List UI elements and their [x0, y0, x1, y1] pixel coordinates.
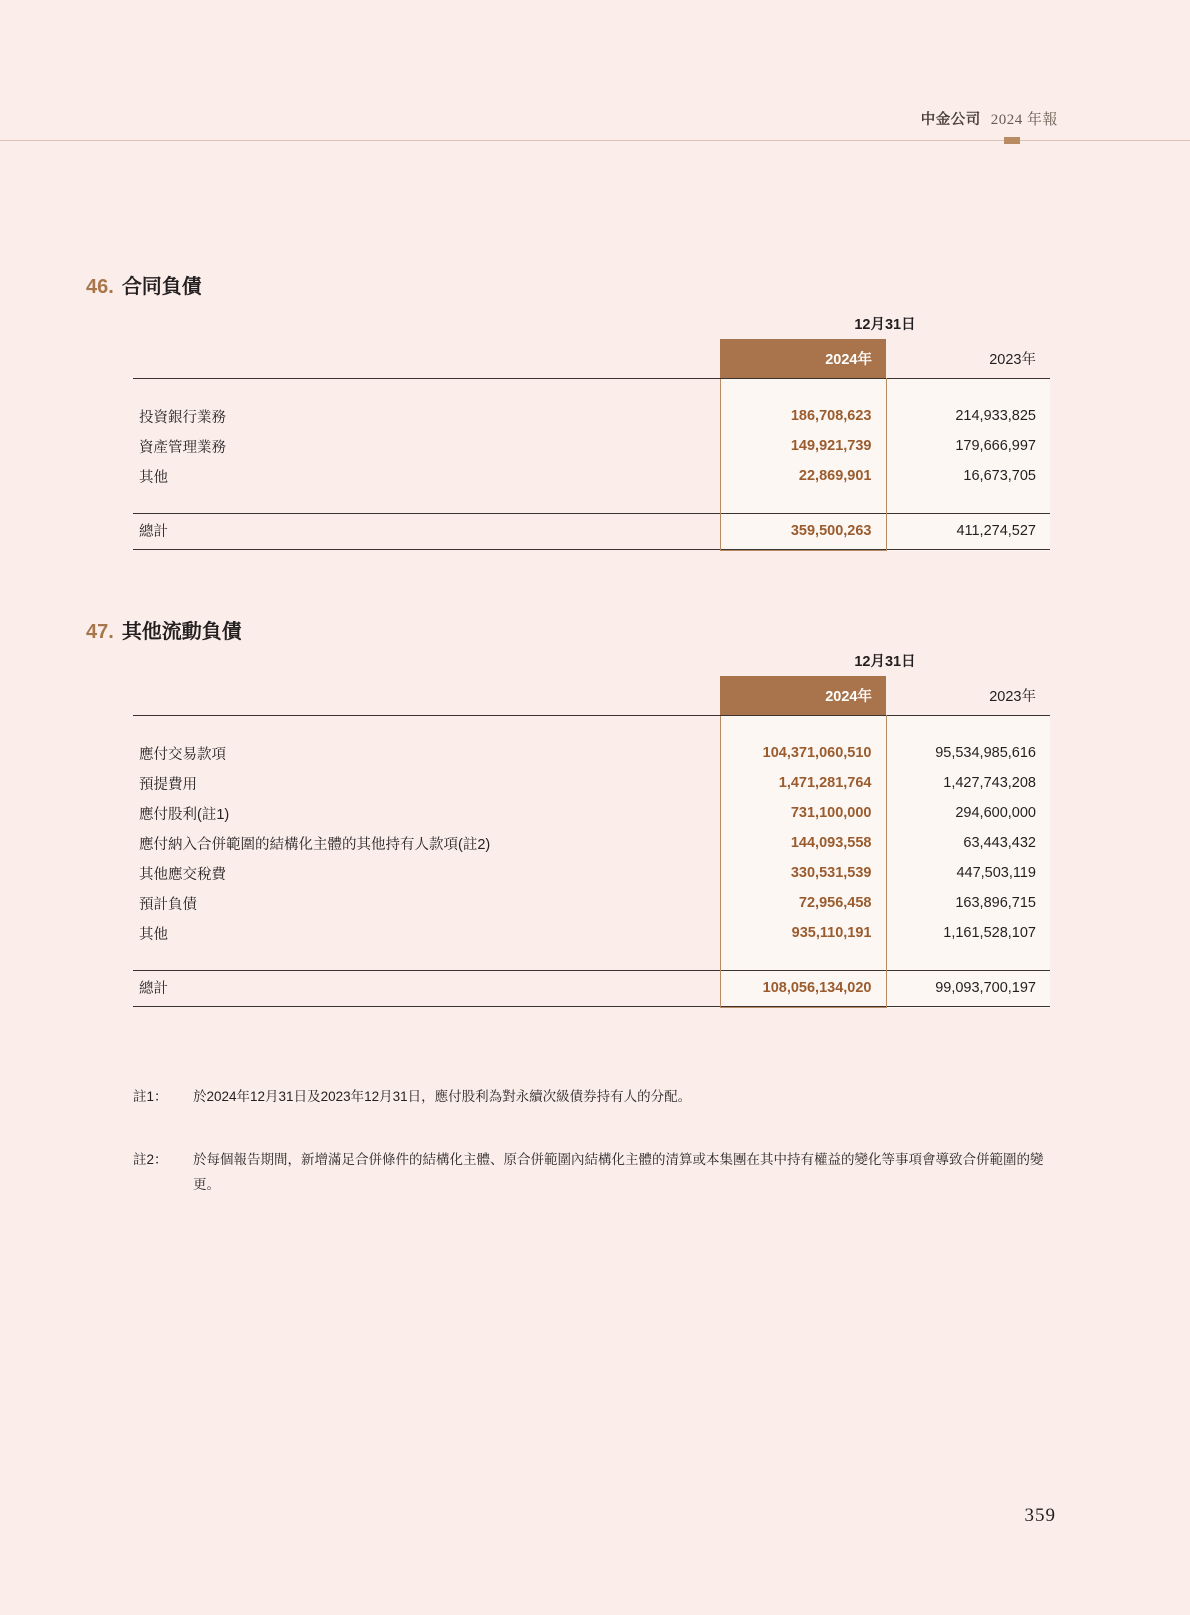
row-value-2024: 186,708,623	[720, 401, 886, 431]
footnote-2-text: 於每個報告期間，新增滿足合併條件的結構化主體、原合併範圍內結構化主體的清算或本集團在其中持有權益的變化等事項會導致合併範圍的變更。	[193, 1152, 1044, 1192]
spacer-47-b	[133, 948, 1050, 971]
total-value-2024: 108,056,134,020	[720, 971, 886, 1007]
section-heading-47: 其他流動負債	[121, 621, 242, 643]
section-title-46	[86, 270, 202, 299]
row-label: 其他	[139, 926, 168, 943]
row-value-2023: 63,443,432	[886, 828, 1050, 858]
total-value-2024: 359,500,263	[720, 514, 886, 550]
row-label: 其他應交稅費	[139, 866, 226, 883]
table-row	[133, 401, 1050, 431]
table-contract-liabilities	[133, 313, 1050, 551]
section-title-47	[86, 615, 242, 644]
row-value-2023: 1,161,528,107	[886, 918, 1050, 948]
table-total-row	[133, 971, 1050, 1007]
row-value-2024: 1,471,281,764	[720, 768, 886, 798]
header-blank-47	[133, 676, 720, 716]
total-label: 總計	[139, 981, 168, 997]
header-rule-marker	[1004, 137, 1020, 144]
row-value-2024: 935,110,191	[720, 918, 886, 948]
row-label: 投資銀行業務	[139, 409, 226, 426]
row-label: 應付交易款項	[139, 746, 226, 763]
page-header	[0, 108, 1190, 148]
header-2024-47: 2024年	[720, 676, 886, 716]
header-blank-46	[133, 339, 720, 379]
spacer-46-a	[133, 379, 1050, 401]
table-row	[133, 828, 1050, 858]
row-label: 應付股利(註1)	[139, 806, 230, 823]
section-number-47: 47.	[86, 621, 114, 643]
header-report-year: 2024 年報	[990, 112, 1058, 128]
total-value-2023: 411,274,527	[886, 514, 1050, 550]
table-other-current-liabilities	[133, 650, 1050, 1008]
total-label: 總計	[139, 524, 168, 540]
row-value-2023: 294,600,000	[886, 798, 1050, 828]
spacer-47-a	[133, 716, 1050, 738]
footnote-2-tag: 註2：	[133, 1152, 168, 1167]
header-company: 中金公司	[920, 112, 981, 128]
table-row	[133, 888, 1050, 918]
row-value-2023: 447,503,119	[886, 858, 1050, 888]
footnote-2	[133, 1148, 1053, 1198]
header-text	[921, 108, 1058, 129]
row-value-2023: 179,666,997	[886, 431, 1050, 461]
footnote-1-tag: 註1：	[133, 1089, 168, 1104]
row-value-2024: 144,093,558	[720, 828, 886, 858]
header-2023-47: 2023年	[989, 689, 1036, 705]
row-value-2023: 163,896,715	[886, 888, 1050, 918]
section-heading-46: 合同負債	[121, 276, 202, 298]
rule-bottom-47	[133, 1007, 1050, 1008]
row-value-2024: 149,921,739	[720, 431, 886, 461]
row-label: 預計負債	[139, 896, 197, 913]
table-row	[133, 738, 1050, 768]
footnote-1-text: 於2024年12月31日及2023年12月31日，應付股利為對永續次級債券持有人的分配。	[193, 1089, 692, 1104]
table-row	[133, 461, 1050, 491]
header-2024-46: 2024年	[720, 339, 886, 379]
row-value-2023: 95,534,985,616	[886, 738, 1050, 768]
row-value-2024: 22,869,901	[720, 461, 886, 491]
row-value-2024: 330,531,539	[720, 858, 886, 888]
table-row	[133, 918, 1050, 948]
table-row	[133, 798, 1050, 828]
row-value-2023: 1,427,743,208	[886, 768, 1050, 798]
date-label-46: 12月31日	[854, 317, 916, 333]
row-value-2023: 16,673,705	[886, 461, 1050, 491]
rule-bottom-46	[133, 550, 1050, 551]
row-label: 應付納入合併範圍的結構化主體的其他持有人款項(註2)	[139, 836, 491, 853]
table-row	[133, 431, 1050, 461]
table-header-row-47	[133, 676, 1050, 716]
total-value-2023: 99,093,700,197	[886, 971, 1050, 1007]
row-label: 資產管理業務	[139, 439, 226, 456]
row-label: 預提費用	[139, 776, 197, 793]
table-total-row	[133, 514, 1050, 550]
row-value-2024: 731,100,000	[720, 798, 886, 828]
table-row	[133, 858, 1050, 888]
header-2023-46: 2023年	[989, 352, 1036, 368]
spacer-46-b	[133, 491, 1050, 514]
row-value-2023: 214,933,825	[886, 401, 1050, 431]
page-number: 359	[1024, 1505, 1056, 1526]
footnote-1	[133, 1085, 1053, 1110]
row-label: 其他	[139, 469, 168, 486]
section-number-46: 46.	[86, 276, 114, 298]
row-value-2024: 104,371,060,510	[720, 738, 886, 768]
row-value-2024: 72,956,458	[720, 888, 886, 918]
table-header-row-46	[133, 339, 1050, 379]
table-row	[133, 768, 1050, 798]
date-label-47: 12月31日	[854, 654, 916, 670]
